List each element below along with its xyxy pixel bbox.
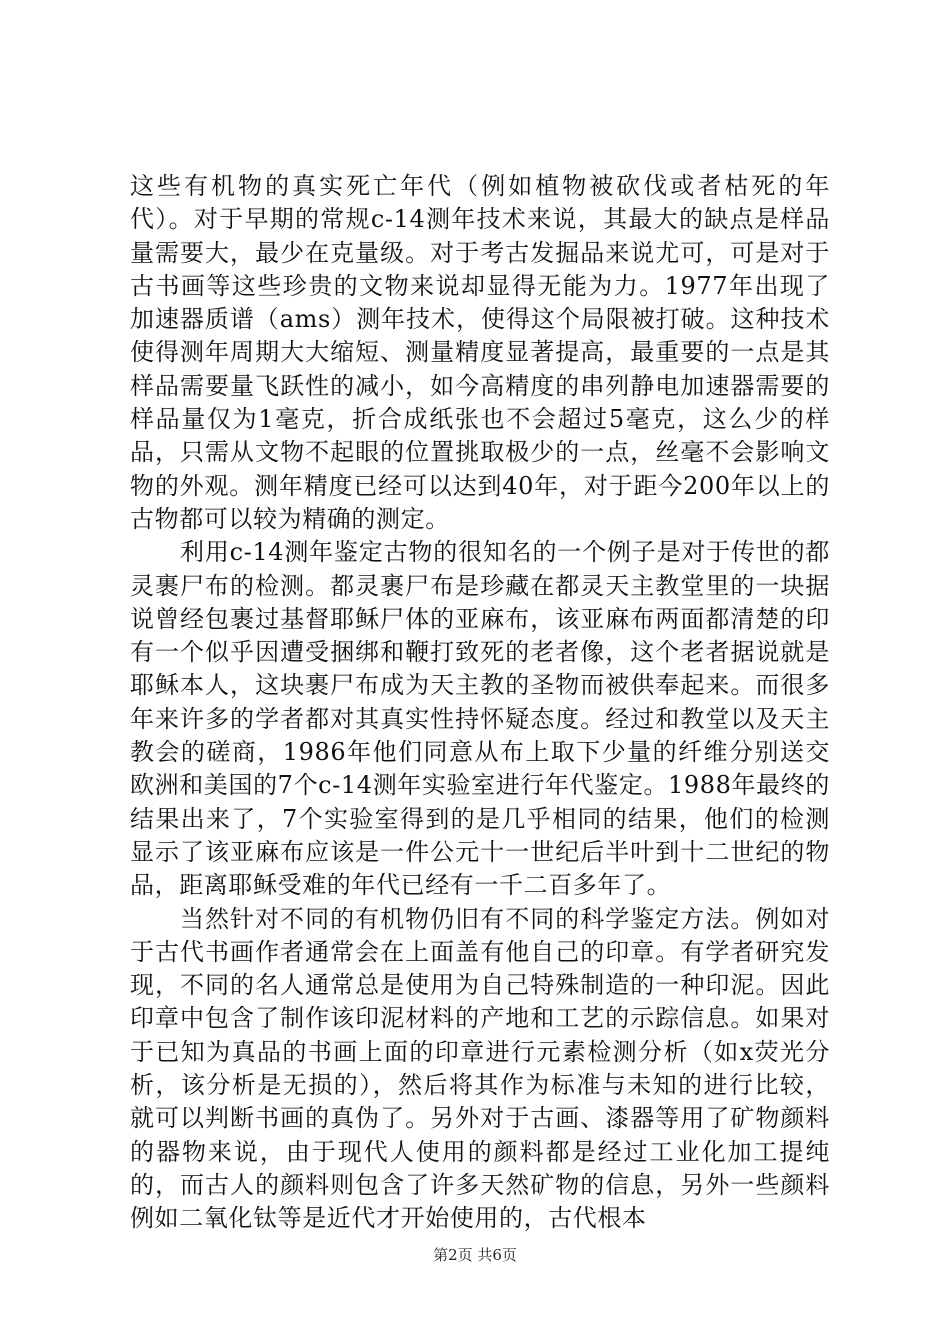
paragraph-turin-shroud: 利用c-14测年鉴定古物的很知名的一个例子是对于传世的都灵裹尸布的检测。都灵裹尸布是珍藏在都灵天主教堂里的一块据说曾经包裹过基督耶稣尸体的亚麻布，该亚麻布两面都清楚的印有一个似乎因遭受捆绑和鞭打致死的老者像，这个老者据说就是耶稣本人，这块裹尸布成为天主教的圣物而被供奉起来。而很多年来许多的学者都对其真实性持怀疑态度。经过和教堂以及天主教会的磋商，1986年他们同意从布上取下少量的纤维分别送交欧洲和美国的7个c-14测年实验室进行年代鉴定。1988年最终的结果出来了，7个实验室得到的是几乎相同的结果，他们的检测显示了该亚麻布应该是一件公元十一世纪后半叶到十二世纪的物品，距离耶稣受难的年代已经有一千二百多年了。 — [130, 538, 830, 900]
paragraph-c14-ams-technique: 这些有机物的真实死亡年代（例如植物被砍伐或者枯死的年代）。对于早期的常规c-14测年技术来说，其最大的缺点是样品量需要大，最少在克量级。对于考古发掘品来说尤可，可是对于古书画等这些珍贵的文物来说却显得无能为力。1977年出现了加速器质谱（ams）测年技术，使得这个局限被打破。这种技术使得测年周期大大缩短、测量精度显著提高，最重要的一点是其样品需要量飞跃性的减小，如今高精度的串列静电加速器需要的样品量仅为1毫克，折合成纸张也不会超过5毫克，这么少的样品，只需从文物不起眼的位置挑取极少的一点，丝毫不会影响文物的外观。测年精度已经可以达到40年，对于距今200年以上的古物都可以较为精确的测定。 — [130, 172, 830, 533]
document-body — [130, 170, 830, 1236]
page-number-footer: 第2页 共6页 — [433, 1246, 517, 1264]
paragraph-seal-pigment-analysis: 当然针对不同的有机物仍旧有不同的科学鉴定方法。例如对于古代书画作者通常会在上面盖有他自己的印章。有学者研究发现，不同的名人通常总是使用为自己特殊制造的一种印泥。因此印章中包含了制作该印泥材料的产地和工艺的示踪信息。如果对于已知为真品的书画上面的印章进行元素检测分析（如x荧光分析，该分析是无损的），然后将其作为标准与未知的进行比较，就可以判断书画的真伪了。另外对于古画、漆器等用了矿物颜料的器物来说，由于现代人使用的颜料都是经过工业化加工提纯的，而古人的颜料则包含了许多天然矿物的信息，另外一些颜料例如二氧化钛等是近代才开始使用的，古代根本 — [130, 904, 830, 1233]
